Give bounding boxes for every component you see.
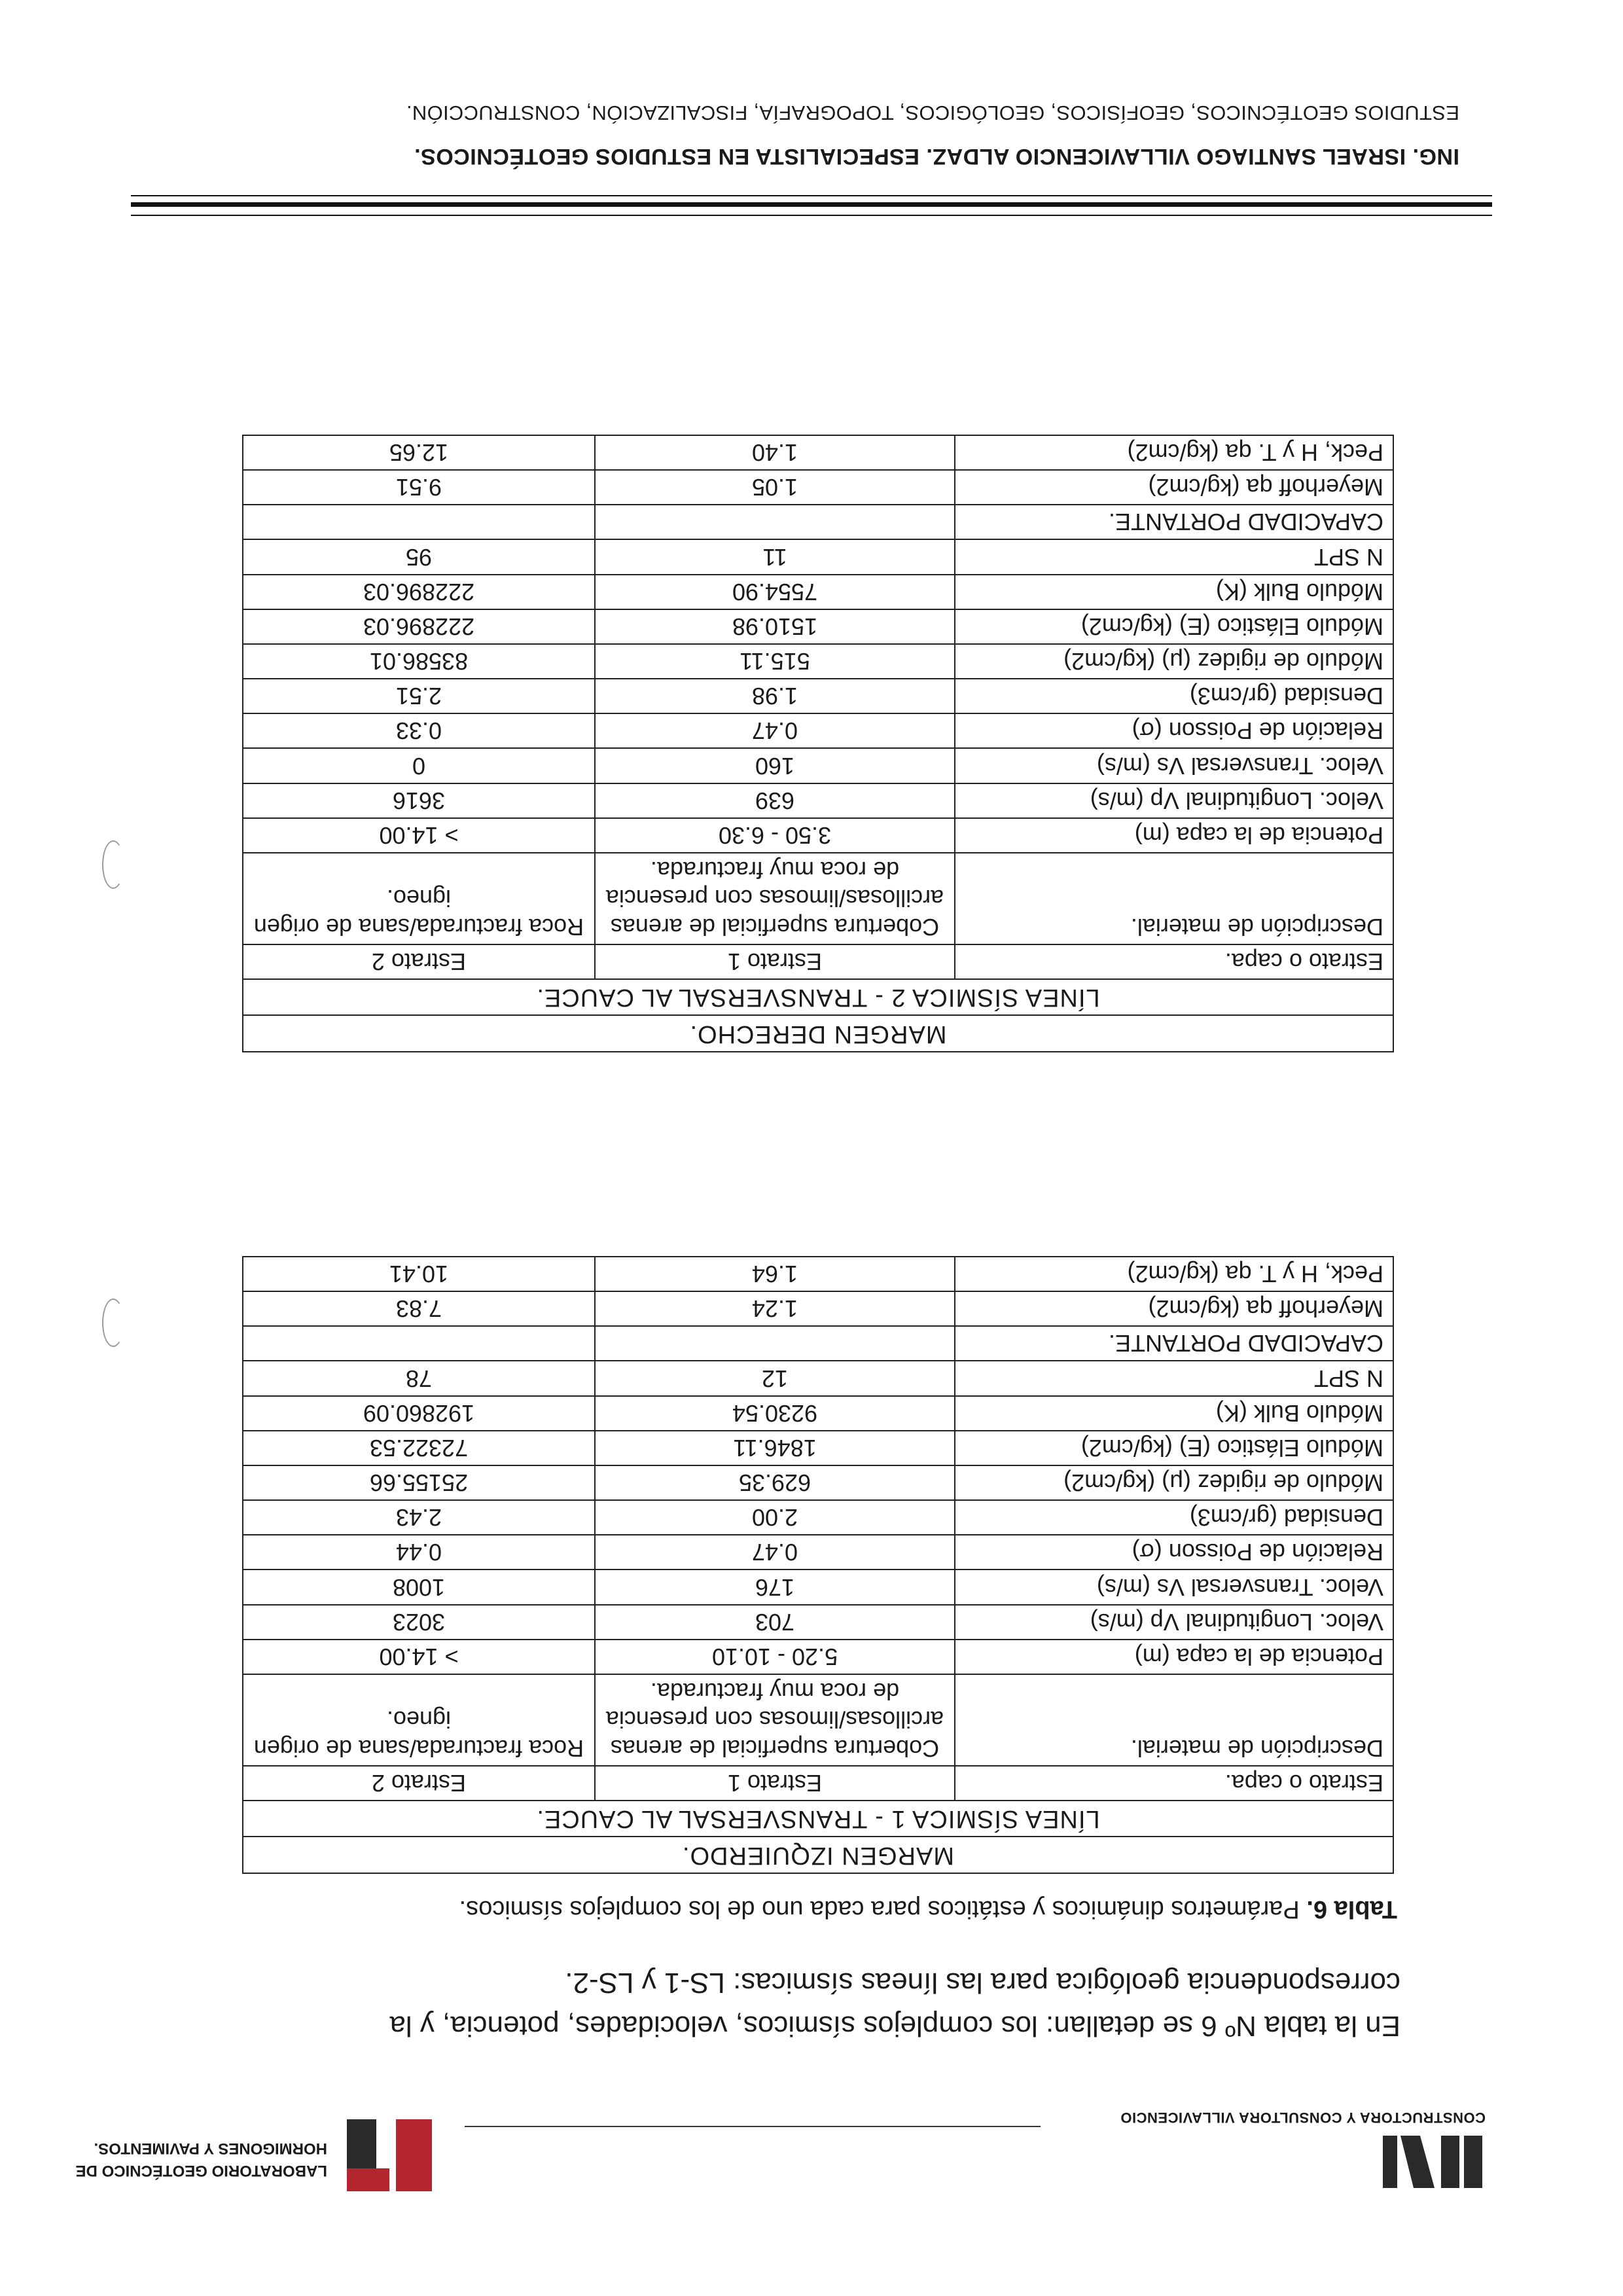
- stratum-2-value: > 14.00: [243, 1640, 595, 1674]
- row-label: Peck, H y T. qa (kg/cm2): [955, 1257, 1393, 1291]
- table-row: [243, 435, 1393, 470]
- table-right-margin: [242, 435, 1394, 1052]
- stratum-1-value: 1510.98: [595, 609, 955, 644]
- table-row: [243, 1766, 1393, 1801]
- stratum-1-value: 1.64: [595, 1257, 955, 1291]
- table-row: [243, 609, 1393, 644]
- table-row: [243, 644, 1393, 679]
- header-services: ESTUDIOS GEOTÉCNICOS, GEOFÍSICOS, GEOLÓGICOS, TOPOGRAFÍA, FISCALIZACIÓN, CONSTRUCCIÓN.: [406, 101, 1459, 124]
- table-row: [243, 1396, 1393, 1431]
- row-label: CAPACIDAD PORTANTE.: [955, 1326, 1393, 1361]
- table-row: [243, 539, 1393, 574]
- stratum-2-value: 3023: [243, 1605, 595, 1640]
- stratum-2-value: 25155.66: [243, 1465, 595, 1500]
- stratum-1-value: 5.20 - 10.10: [595, 1640, 955, 1674]
- stratum-2-value: 2.51: [243, 679, 595, 713]
- row-label: Densidad (gr/cm3): [955, 679, 1393, 713]
- stratum-1-value: 7554.90: [595, 575, 955, 609]
- table-line-title: LÍNEA SÍSMICA 1 - TRANSVERSAL AL CAUCE.: [243, 1801, 1393, 1837]
- stratum-1-value: 1.05: [595, 470, 955, 505]
- table-row: [243, 944, 1393, 979]
- table-row: [243, 713, 1393, 748]
- stratum-2-value: Roca fracturada/sana de origen igneo.: [243, 853, 595, 944]
- stratum-2-value: 3616: [243, 783, 595, 818]
- table-row: [243, 818, 1393, 853]
- row-label: Veloc. Longitudinal Vp (m/s): [955, 783, 1393, 818]
- row-label: N SPT: [955, 1361, 1393, 1395]
- stratum-1-value: 11: [595, 539, 955, 574]
- stratum-2-value: 83586.01: [243, 644, 595, 679]
- row-label: Módulo Bulk (K): [955, 1396, 1393, 1431]
- table-margin-title: MARGEN IZQUIERDO.: [243, 1837, 1393, 1873]
- row-label: Módulo Elástico (E) (kg/cm2): [955, 1431, 1393, 1465]
- stratum-1-value: 1.98: [595, 679, 955, 713]
- footer-brand: CONSTRUCTORA Y CONSULTORA VILLAVICENCIO: [1120, 2109, 1486, 2126]
- row-label: Descripción de material.: [955, 1674, 1393, 1766]
- stratum-2-value: Estrato 2: [243, 944, 595, 979]
- stratum-2-value: 0.33: [243, 713, 595, 748]
- row-label: Módulo Elástico (E) (kg/cm2): [955, 609, 1393, 644]
- row-label: Estrato o capa.: [955, 1766, 1393, 1801]
- row-label: Relación de Poisson (σ): [955, 713, 1393, 748]
- stratum-2-value: 0.44: [243, 1535, 595, 1570]
- table-row: [243, 1326, 1393, 1361]
- stratum-2-value: 222896.03: [243, 609, 595, 644]
- lab-logo-icon: [340, 2113, 438, 2198]
- stratum-2-value: 95: [243, 539, 595, 574]
- lab-name: [76, 2138, 327, 2181]
- table-left-margin: [242, 1256, 1394, 1874]
- table-row: [243, 1291, 1393, 1326]
- stratum-1-value: 1846.11: [595, 1431, 955, 1465]
- row-label: Meyerhoff qa (kg/cm2): [955, 1291, 1393, 1326]
- stratum-1-value: 629.35: [595, 1465, 955, 1500]
- table-row: [243, 575, 1393, 609]
- stratum-1-value: 12: [595, 1361, 955, 1395]
- stratum-2-value: 1008: [243, 1570, 595, 1605]
- stratum-2-value: 192860.09: [243, 1396, 595, 1431]
- stratum-1-value: 1.40: [595, 435, 955, 470]
- table-row: [243, 1257, 1393, 1291]
- table-line-title: LÍNEA SÍSMICA 2 - TRANSVERSAL AL CAUCE.: [243, 979, 1393, 1016]
- row-label: Densidad (gr/cm3): [955, 1500, 1393, 1535]
- table-row: [243, 1674, 1393, 1766]
- table-row: [243, 1465, 1393, 1500]
- header-rule-top: [131, 215, 1492, 216]
- stratum-2-value: Estrato 2: [243, 1766, 595, 1801]
- caption-text: Parámetros dinámicos y estáticos para cada uno de los complejos sísmicos.: [459, 1895, 1307, 1923]
- stratum-1-value: Estrato 1: [595, 944, 955, 979]
- stratum-1-value: 703: [595, 1605, 955, 1640]
- stratum-2-value: 222896.03: [243, 575, 595, 609]
- stratum-2-value: [243, 1326, 595, 1361]
- stratum-2-value: 2.43: [243, 1500, 595, 1535]
- punch-hole: [102, 1299, 124, 1347]
- stratum-2-value: Roca fracturada/sana de origen igneo.: [243, 1674, 595, 1766]
- stratum-1-value: 639: [595, 783, 955, 818]
- row-label: Potencia de la capa (m): [955, 1640, 1393, 1674]
- stratum-2-value: 78: [243, 1361, 595, 1395]
- row-label: Estrato o capa.: [955, 944, 1393, 979]
- table-row: [243, 1570, 1393, 1605]
- row-label: Descripción de material.: [955, 853, 1393, 944]
- table-row: [243, 1431, 1393, 1465]
- row-label: Relación de Poisson (σ): [955, 1535, 1393, 1570]
- row-label: Veloc. Longitudinal Vp (m/s): [955, 1605, 1393, 1640]
- company-logo-icon: [1381, 2126, 1486, 2198]
- stratum-1-value: [595, 505, 955, 539]
- table-margin-title: MARGEN DERECHO.: [243, 1015, 1393, 1052]
- lab-name-line-1: LABORATORIO GEOTÉCNICO DE: [75, 2162, 327, 2179]
- header-engineer-name: ING. ISRAEL SANTIAGO VILLAVICENCIO ALDAZ. ESPECIALISTA EN ESTUDIOS GEOTÉCNICOS.: [414, 144, 1459, 169]
- stratum-1-value: 176: [595, 1570, 955, 1605]
- header-rule-bottom: [131, 195, 1492, 196]
- row-label: Módulo Bulk (K): [955, 575, 1393, 609]
- stratum-2-value: 72322.53: [243, 1431, 595, 1465]
- table-row: [243, 1535, 1393, 1570]
- stratum-1-value: 160: [595, 749, 955, 783]
- stratum-2-value: 12.65: [243, 435, 595, 470]
- stratum-2-value: > 14.00: [243, 818, 595, 853]
- table-row: [243, 1640, 1393, 1674]
- table-row: [243, 783, 1393, 818]
- stratum-1-value: 3.50 - 6.30: [595, 818, 955, 853]
- row-label: Potencia de la capa (m): [955, 818, 1393, 853]
- stratum-1-value: [595, 1326, 955, 1361]
- stratum-1-value: 9230.54: [595, 1396, 955, 1431]
- row-label: Veloc. Transversal Vs (m/s): [955, 749, 1393, 783]
- row-label: N SPT: [955, 539, 1393, 574]
- lab-name-line-2: HORMIGONES Y PAVIMENTOS.: [94, 2140, 327, 2158]
- footer-logo-area: [438, 2100, 1486, 2198]
- stratum-2-value: [243, 505, 595, 539]
- table-row: [243, 853, 1393, 944]
- table-caption: [459, 1895, 1397, 1923]
- row-label: Módulo de rigidez (μ) (kg/cm2): [955, 644, 1393, 679]
- stratum-1-value: 0.47: [595, 1535, 955, 1570]
- table-row: [243, 505, 1393, 539]
- row-label: CAPACIDAD PORTANTE.: [955, 505, 1393, 539]
- stratum-1-value: 2.00: [595, 1500, 955, 1535]
- table-row: [243, 1605, 1393, 1640]
- stratum-2-value: 7.83: [243, 1291, 595, 1326]
- stratum-1-value: 0.47: [595, 713, 955, 748]
- punch-hole: [102, 840, 124, 889]
- table-row: [243, 470, 1393, 505]
- table-row: [243, 1500, 1393, 1535]
- stratum-1-value: 515.11: [595, 644, 955, 679]
- row-label: Meyerhoff qa (kg/cm2): [955, 470, 1393, 505]
- row-label: Módulo de rigidez (μ) (kg/cm2): [955, 1465, 1393, 1500]
- stratum-1-value: Cobertura superficial de arenas arcillosas/limosas con presencia de roca muy fracturada.: [595, 1674, 955, 1766]
- stratum-1-value: Cobertura superficial de arenas arcillosas/limosas con presencia de roca muy fracturada.: [595, 853, 955, 944]
- header-rule-thick: [131, 202, 1492, 207]
- stratum-2-value: 9.51: [243, 470, 595, 505]
- caption-label: Tabla 6.: [1306, 1895, 1397, 1923]
- intro-paragraph: En la tabla Nº 6 se detallan: los complejos sísmicos, velocidades, potencia, y la correspondencia geológica para las líneas sísmicas: LS-1 y LS-2.: [389, 1967, 1400, 2042]
- row-label: Peck, H y T. qa (kg/cm2): [955, 435, 1393, 470]
- stratum-1-value: Estrato 1: [595, 1766, 955, 1801]
- row-label: Veloc. Transversal Vs (m/s): [955, 1570, 1393, 1605]
- table-row: [243, 679, 1393, 713]
- stratum-1-value: 1.24: [595, 1291, 955, 1326]
- table-row: [243, 1361, 1393, 1395]
- table-row: [243, 749, 1393, 783]
- stratum-2-value: 10.41: [243, 1257, 595, 1291]
- stratum-2-value: 0: [243, 749, 595, 783]
- footer-signature-line: [465, 2126, 1041, 2127]
